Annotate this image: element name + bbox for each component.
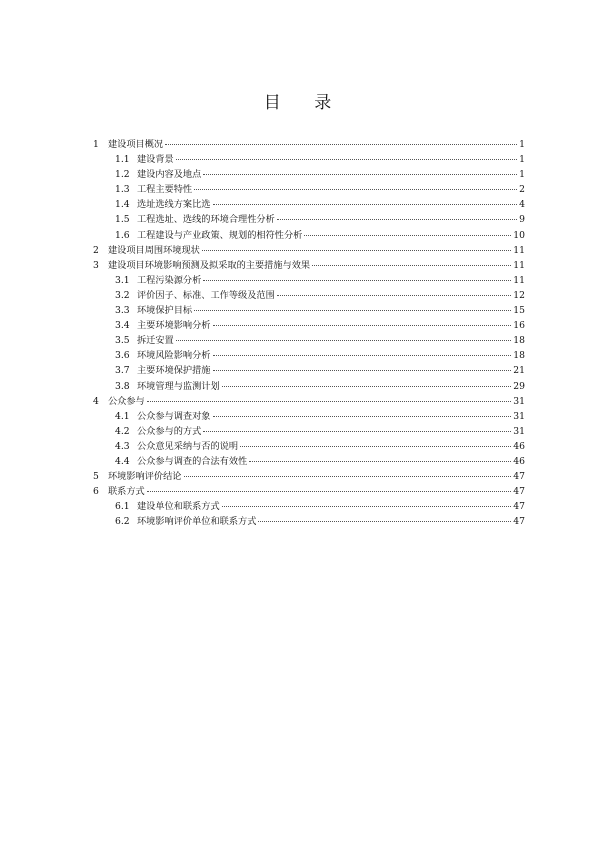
toc-entry[interactable]: [93, 258, 525, 273]
toc-dot-leader: [194, 189, 517, 190]
page-title: 目 录: [263, 93, 346, 113]
toc-dot-leader: [213, 416, 512, 417]
toc-entry-title: 建设背景: [137, 154, 174, 166]
toc-entry[interactable]: [93, 333, 525, 348]
toc-dot-leader: [213, 355, 512, 356]
toc-entry-title: 工程污染源分析: [137, 274, 202, 286]
toc-entry-title: 主要环境保护措施: [137, 365, 211, 377]
toc-entry[interactable]: [93, 197, 525, 212]
toc-entry-page-number: 11: [513, 274, 525, 286]
toc-entry-title: 联系方式: [108, 486, 145, 498]
toc-entry-number: 3.8: [115, 380, 130, 392]
toc-entry-number: 6.2: [115, 516, 130, 528]
toc-entry-number: 3.2: [115, 289, 130, 301]
toc-dot-leader: [222, 506, 512, 507]
toc-dot-leader: [194, 310, 511, 311]
toc-entry-title: 环境影响评价单位和联系方式: [137, 516, 257, 528]
toc-entry[interactable]: [93, 348, 525, 363]
toc-dot-leader: [165, 144, 517, 145]
toc-entry-number: 4.2: [115, 425, 130, 437]
toc-entry-title: 建设项目概况: [108, 139, 164, 150]
toc-dot-leader: [258, 521, 511, 522]
toc-dot-leader: [213, 325, 512, 326]
toc-dot-leader: [202, 250, 511, 251]
toc-entry-number: 3.6: [115, 350, 130, 362]
toc-entry-title: 建设内容及地点: [137, 169, 202, 181]
toc-entry-page-number: 12: [513, 289, 525, 301]
toc-entry[interactable]: [93, 212, 525, 227]
toc-entry-page-number: 9: [519, 214, 525, 226]
toc-entry-page-number: 47: [513, 471, 525, 483]
toc-dot-leader: [240, 446, 511, 447]
toc-entry[interactable]: [93, 303, 525, 318]
toc-dot-leader: [312, 265, 511, 266]
toc-entry-page-number: 29: [513, 380, 525, 392]
toc-dot-leader: [222, 386, 512, 387]
toc-dot-leader: [147, 401, 512, 402]
toc-entry-title: 公众参与的方式: [137, 425, 202, 437]
toc-entry-title: 公众意见采纳与否的说明: [137, 440, 239, 452]
toc-dot-leader: [184, 476, 512, 477]
toc-entry-page-number: 47: [513, 501, 525, 513]
toc-entry-title: 建设单位和联系方式: [137, 501, 220, 513]
toc-dot-leader: [213, 370, 512, 371]
toc-dot-leader: [249, 461, 511, 462]
toc-entry-number: 4.3: [115, 440, 130, 452]
toc-entry-page-number: 1: [519, 154, 525, 166]
toc-entry-number: 3.4: [115, 320, 130, 332]
toc-entry-number: 1.4: [115, 199, 130, 211]
toc-entry[interactable]: [93, 409, 525, 424]
table-of-contents: [93, 137, 525, 529]
toc-dot-leader: [213, 204, 518, 205]
toc-entry-number: 1.2: [115, 169, 130, 181]
toc-dot-leader: [277, 295, 511, 296]
toc-entry-page-number: 18: [513, 335, 525, 347]
toc-entry-title: 公众参与: [108, 395, 145, 407]
toc-entry-title: 选址选线方案比选: [137, 199, 211, 211]
toc-entry-title: 公众参与调查的合法有效性: [137, 455, 248, 467]
toc-entry[interactable]: [93, 228, 525, 243]
toc-entry-page-number: 11: [513, 259, 525, 271]
toc-entry[interactable]: [93, 363, 525, 378]
toc-entry-page-number: 31: [513, 395, 525, 407]
toc-entry-title: 环境管理与监测计划: [137, 380, 220, 392]
toc-entry[interactable]: [93, 424, 525, 439]
toc-entry[interactable]: [93, 379, 525, 394]
toc-entry[interactable]: [93, 439, 525, 454]
toc-entry-page-number: 4: [519, 199, 525, 211]
toc-entry-title: 公众参与调查对象: [137, 410, 211, 422]
toc-entry[interactable]: [93, 137, 525, 152]
toc-dot-leader: [304, 235, 511, 236]
toc-dot-leader: [277, 219, 517, 220]
toc-entry-page-number: 1: [519, 169, 525, 181]
toc-entry-number: 1.5: [115, 214, 130, 226]
toc-dot-leader: [203, 280, 511, 281]
toc-entry[interactable]: [93, 182, 525, 197]
toc-entry-title: 工程主要特性: [137, 184, 193, 196]
toc-entry[interactable]: [93, 514, 525, 529]
toc-entry-number: 2: [93, 244, 99, 256]
toc-entry-number: 3.1: [115, 274, 130, 286]
toc-entry-page-number: 16: [513, 320, 525, 332]
toc-entry[interactable]: [93, 394, 525, 409]
toc-entry-page-number: 15: [513, 305, 525, 317]
toc-entry-page-number: 10: [513, 229, 525, 241]
toc-entry-page-number: 1: [519, 139, 525, 150]
toc-entry-number: 1: [93, 139, 99, 150]
toc-entry-title: 环境风险影响分析: [137, 350, 211, 362]
toc-entry-title: 环境保护目标: [137, 305, 193, 317]
toc-entry-number: 3.7: [115, 365, 130, 377]
toc-entry-title: 建设项目环境影响预测及拟采取的主要措施与效果: [108, 259, 311, 271]
toc-entry-title: 工程建设与产业政策、规划的相符性分析: [137, 229, 303, 241]
toc-entry-page-number: 18: [513, 350, 525, 362]
toc-entry[interactable]: [93, 152, 525, 167]
toc-entry-page-number: 2: [519, 184, 525, 196]
toc-entry-title: 主要环境影响分析: [137, 320, 211, 332]
toc-entry-page-number: 47: [513, 516, 525, 528]
toc-entry-number: 6: [93, 486, 99, 498]
toc-entry-page-number: 31: [513, 410, 525, 422]
toc-entry[interactable]: [93, 469, 525, 484]
toc-entry-title: 评价因子、标准、工作等级及范围: [137, 289, 275, 301]
toc-entry-page-number: 46: [513, 440, 525, 452]
toc-entry-page-number: 46: [513, 455, 525, 467]
toc-entry-number: 1.3: [115, 184, 130, 196]
toc-dot-leader: [203, 431, 511, 432]
toc-entry-number: 6.1: [115, 501, 130, 513]
toc-entry-number: 3.3: [115, 305, 130, 317]
toc-entry-number: 3: [93, 259, 99, 271]
toc-entry-title: 拆迁安置: [137, 335, 174, 347]
toc-entry[interactable]: [93, 288, 525, 303]
toc-dot-leader: [147, 491, 512, 492]
toc-entry[interactable]: [93, 484, 525, 499]
toc-entry-page-number: 21: [513, 365, 525, 377]
toc-entry-page-number: 11: [513, 244, 525, 256]
toc-entry[interactable]: [93, 243, 525, 258]
toc-entry-number: 3.5: [115, 335, 130, 347]
toc-entry-number: 1.6: [115, 229, 130, 241]
toc-entry[interactable]: [93, 167, 525, 182]
toc-dot-leader: [176, 340, 512, 341]
toc-entry[interactable]: [93, 499, 525, 514]
toc-dot-leader: [203, 174, 517, 175]
toc-entry-title: 工程选址、选线的环境合理性分析: [137, 214, 275, 226]
toc-entry-number: 5: [93, 471, 99, 483]
toc-entry-number: 4: [93, 395, 99, 407]
toc-entry[interactable]: [93, 318, 525, 333]
toc-entry-title: 环境影响评价结论: [108, 471, 182, 483]
toc-entry-page-number: 47: [513, 486, 525, 498]
toc-dot-leader: [176, 159, 517, 160]
toc-entry-number: 4.1: [115, 410, 130, 422]
toc-entry[interactable]: [93, 454, 525, 469]
toc-entry-number: 4.4: [115, 455, 130, 467]
toc-entry[interactable]: [93, 273, 525, 288]
toc-entry-title: 建设项目周围环境现状: [108, 244, 200, 256]
toc-entry-page-number: 31: [513, 425, 525, 437]
toc-entry-number: 1.1: [115, 154, 130, 166]
